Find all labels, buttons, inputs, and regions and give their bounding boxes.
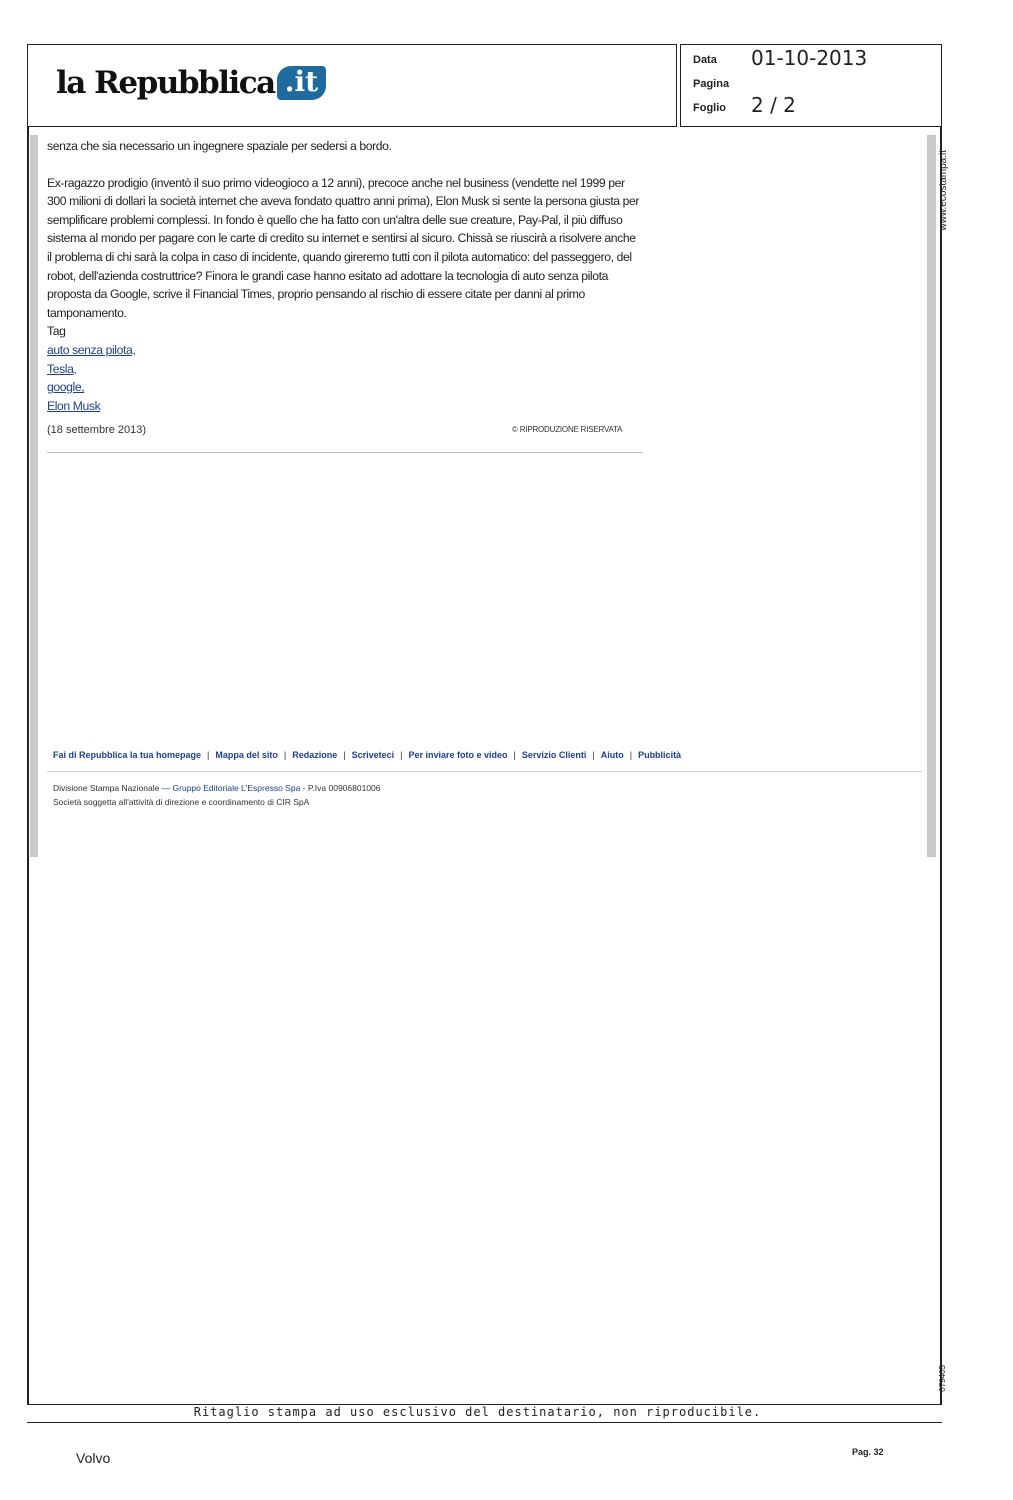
- page-number: Pag. 32: [852, 1447, 884, 1457]
- rights-notice: © RIPRODUZIONE RISERVATA: [512, 425, 623, 434]
- footer-separator: |: [283, 750, 287, 760]
- footer-link-aiuto[interactable]: Aiuto: [600, 750, 624, 760]
- footer-separator: |: [207, 750, 210, 760]
- footer-separator: |: [592, 750, 595, 760]
- client-brand: Volvo: [76, 1450, 111, 1466]
- foglio-label: Foglio: [693, 102, 726, 114]
- foglio-value: 2 / 2: [751, 93, 796, 117]
- tag-label: Tag: [47, 324, 66, 339]
- footer-link-redazione[interactable]: Redazione: [292, 750, 338, 760]
- page-border-right: [940, 127, 942, 1405]
- legal-vat: - P.Iva 00906801006: [300, 783, 381, 793]
- webpage-frame-right: [927, 135, 936, 857]
- logo-badge: .it: [277, 66, 326, 100]
- clipping-code-text: 079405: [938, 1365, 947, 1392]
- tag-link-elon-musk[interactable]: Elon Musk: [47, 398, 101, 413]
- tag-link-google[interactable]: google,: [47, 380, 85, 395]
- legal-line-2: Società soggetta all'attività di direzione e coordinamento di CIR SpA: [53, 797, 310, 807]
- clipping-meta-box: [680, 44, 942, 127]
- data-label: Data: [693, 54, 717, 66]
- footer-nav: [53, 750, 681, 760]
- ecostampa-url: [938, 150, 962, 250]
- footer-separator: |: [629, 750, 633, 760]
- repubblica-logo: [56, 65, 326, 101]
- masthead-box: [27, 44, 677, 127]
- article-body: [47, 137, 642, 415]
- clipping-code: [938, 1365, 962, 1405]
- footer-link-servizio-clienti[interactable]: Servizio Clienti: [521, 750, 587, 760]
- article-divider: [47, 452, 643, 453]
- legal-prefix: Divisione Stampa Nazionale —: [53, 783, 173, 793]
- article-date: (18 settembre 2013): [47, 424, 147, 436]
- footer-link-scriveteci[interactable]: Scriveteci: [351, 750, 395, 760]
- data-value: 01-10-2013: [751, 46, 868, 70]
- legal-line-1: [53, 783, 381, 793]
- tag-link-tesla[interactable]: Tesla,: [47, 361, 77, 376]
- footer-link-foto-video[interactable]: Per inviare foto e video: [408, 750, 508, 760]
- footer-separator: |: [400, 750, 403, 760]
- ecostampa-url-text: www.ecostampa.it: [938, 150, 949, 231]
- tag-link-auto-senza-pilota[interactable]: auto senza pilota,: [47, 342, 136, 357]
- disclaimer-text: Ritaglio stampa ad uso esclusivo del destinatario, non riproducibile.: [193, 1405, 762, 1419]
- article-paragraph-1: senza che sia necessario un ingegnere spaziale per sedersi a bordo.: [47, 139, 392, 153]
- legal-publisher-link[interactable]: Gruppo Editoriale L'Espresso Spa: [172, 783, 301, 793]
- article-paragraph-2: Ex-ragazzo prodigio (inventò il suo primo videogioco a 12 anni), precoce anche nel business (vendette nel 1999 per 300 milioni di dollari la società internet che aveva fondato quattro anni prima), Elon Musk si sente la persona giusta per semplificare problemi complessi. In fondo è quello che ha fatto con un'altra delle sue creature, Pay-Pal, il più diffuso sistema al mondo per pagare con le carte di credito su internet e sentirsi al sicuro. Chissà se riuscirà a risolvere anche il problema di chi sarà la colpa in caso di incidente, quando gireremo tutti con il pilota automatico: del passeggero, del robot, dell'azienda costruttrice? Finora le grandi case hanno esitato ad adottare la tecnologia di auto senza pilota proposta da Google, scrive il Financial Times, proprio pensando al rischio di essere citate per danni al primo tamponamento.: [47, 175, 640, 320]
- pagina-label: Pagina: [693, 78, 730, 90]
- footer-separator: |: [513, 750, 516, 760]
- footer-link-sitemap[interactable]: Mappa del sito: [215, 750, 278, 760]
- page-border-left: [27, 127, 29, 1405]
- footer-link-homepage[interactable]: Fai di Repubblica la tua homepage: [53, 750, 202, 760]
- footer-separator: |: [343, 750, 346, 760]
- webpage-frame-left: [30, 135, 38, 857]
- footer-divider: [47, 771, 922, 772]
- footer-link-pubblicita[interactable]: Pubblicità: [638, 750, 682, 760]
- logo-text: la Repubblica: [56, 65, 275, 101]
